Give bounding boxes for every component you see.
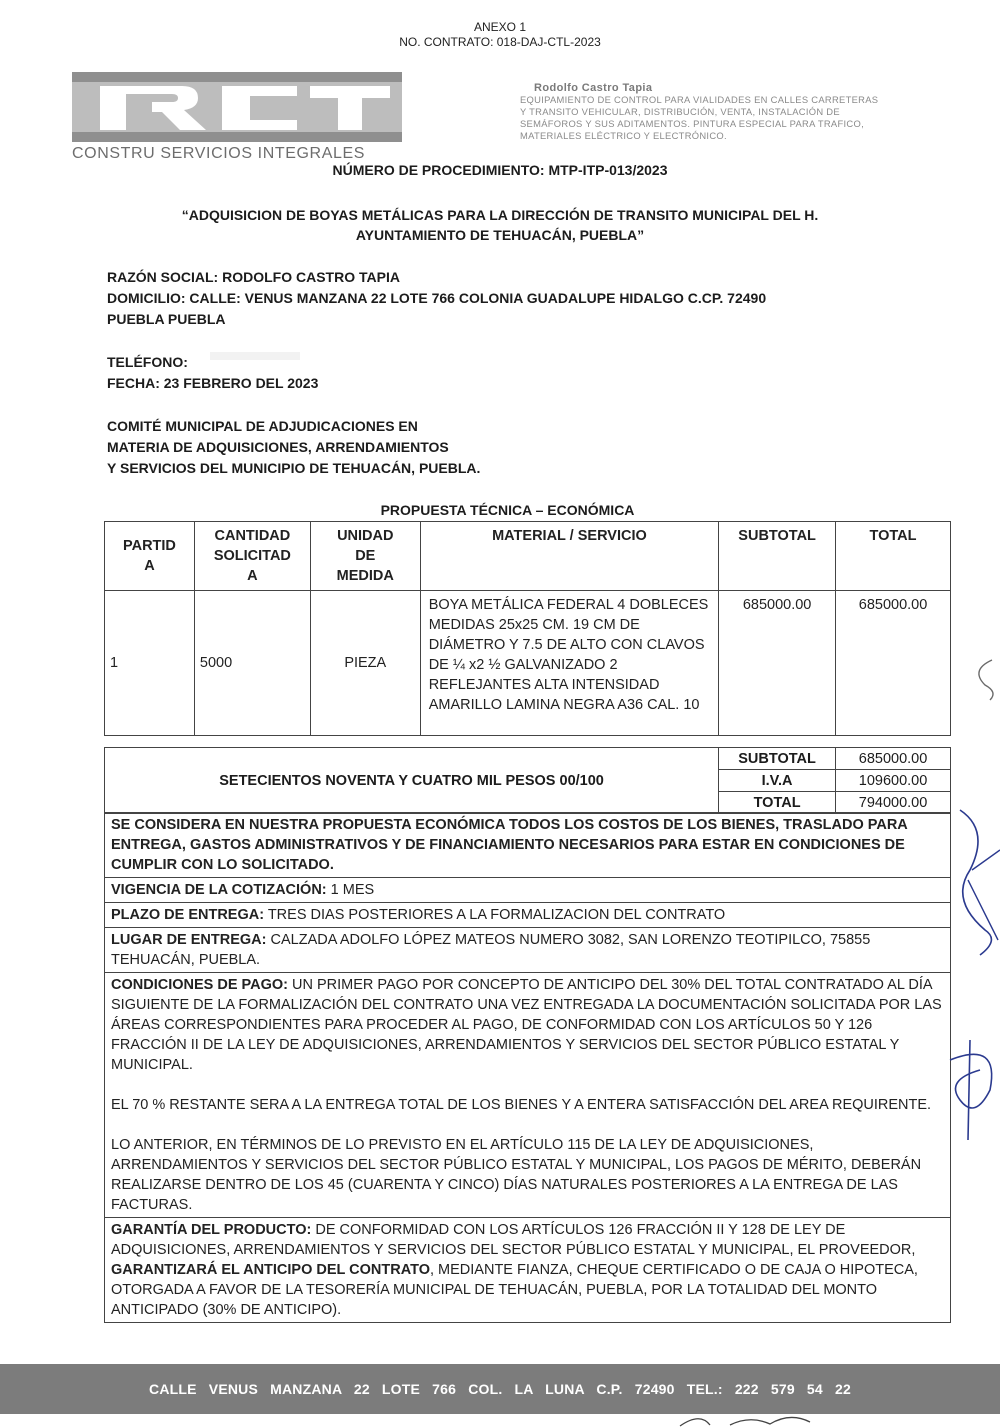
- header-unidad: [310, 522, 420, 591]
- garantia-text-c: , MEDIANTE FIANZA, CHEQUE CERTIFICADO O DE CAJA O HIPOTECA, OTORGADA A FAVOR DE LA TESORERÍA MUNICIPAL DE TEHUACÁN, PUEBLA, POR LA TOTALIDAD DEL MONTO ANTICIPADO (30% DE ANTICIPO).: [111, 1262, 918, 1318]
- signature-scribble: [930, 640, 1000, 1160]
- annex-header: [0, 20, 1000, 50]
- cell-material: BOYA METÁLICA FEDERAL 4 DOBLECES MEDIDAS 25x25 CM. 19 CM DE DIÁMETRO Y 7.5 DE ALTO CON CLAVOS DE ¼ x2 ½ GALVANIZADO 2 REFLEJANTES ALTA INTENSIDAD AMARILLO LAMINA NEGRA A36 CAL. 10: [420, 591, 718, 736]
- domicilio-line-1: DOMICILIO: CALLE: VENUS MANZANA 22 LOTE 766 COLONIA GUADALUPE HIDALGO C.CP. 72490: [107, 290, 767, 306]
- company-name: Rodolfo Castro Tapia: [534, 82, 653, 94]
- header-cantidad-2: SOLICITAD: [213, 548, 291, 564]
- terms-plazo: [105, 903, 951, 928]
- condiciones-p2: EL 70 % RESTANTE SERA A LA ENTREGA TOTAL DE LOS BIENES Y A ENTERA SATISFACCIÓN DEL AREA REQUIRENTE.: [111, 1097, 932, 1113]
- header-total: TOTAL: [836, 522, 951, 591]
- cell-partida: 1: [105, 591, 195, 736]
- summary-value-iva: 109600.00: [836, 770, 951, 792]
- committee-line-3: Y SERVICIOS DEL MUNICIPIO DE TEHUACÁN, PUEBLA.: [107, 460, 481, 476]
- cell-subtotal: 685000.00: [719, 591, 836, 736]
- condiciones-text-1: UN PRIMER PAGO POR CONCEPTO DE ANTICIPO DEL 30% DEL TOTAL CONTRATADO AL DÍA SIGUIENTE DE LA FORMALIZACIÓN DEL CONTRATO UNA VEZ ENTREGADA LA DOCUMENTACIÓN SOLICITADA POR LAS ÁREAS CORRESPONDIENTES PARA PROCEDER AL PAGO, DE CONFORMIDAD CON LOS ARTÍCULOS 50 Y 126 FRACCIÓN II DE LA LEY DE ADQUISICIONES, ARRENDAMIENTOS Y SERVICIOS DEL SECTOR PÚBLICO ESTATAL Y MUNICIPAL.: [111, 977, 942, 1073]
- terms-lugar: [105, 928, 951, 973]
- table-row: [105, 591, 951, 736]
- title-line-1: “ADQUISICION DE BOYAS METÁLICAS PARA LA DIRECCIÓN DE TRANSITO MUNICIPAL DEL H.: [181, 207, 819, 223]
- header-partida-2: A: [144, 558, 155, 574]
- telefono: TELÉFONO:: [107, 354, 188, 370]
- company-desc-1: EQUIPAMIENTO DE CONTROL PARA VIALIDADES EN CALLES CARRETERAS: [520, 94, 879, 105]
- document-title: [100, 205, 900, 245]
- bottom-signature-mark: [660, 1410, 840, 1427]
- garantia-text-a: DE CONFORMIDAD CON LOS ARTÍCULOS 126 FRACCIÓN II Y 128 DE LEY DE ADQUISICIONES, ARRENDAMIENTOS Y SERVICIOS DEL SECTOR PÚBLICO ESTATAL Y MUNICIPAL, EL PROVEEDOR,: [111, 1222, 916, 1258]
- razon-social: RAZÓN SOCIAL: RODOLFO CASTRO TAPIA: [107, 269, 400, 285]
- title-line-2: AYUNTAMIENTO DE TEHUACÁN, PUEBLA”: [355, 227, 645, 243]
- logo-subtitle: CONSTRU SERVICIOS INTEGRALES: [72, 145, 366, 162]
- terms-row-vigencia: [105, 878, 951, 903]
- domicilio-line-2: PUEBLA PUEBLA: [107, 311, 226, 327]
- rct-logo: [72, 72, 402, 142]
- summary-value-subtotal: 685000.00: [836, 748, 951, 770]
- summary-value-total: 794000.00: [836, 792, 951, 814]
- supplier-block: [107, 267, 766, 330]
- header-partida: [105, 522, 195, 591]
- terms-row-condiciones: [105, 973, 951, 1218]
- plazo-value: TRES DIAS POSTERIORES A LA FORMALIZACION DEL CONTRATO: [264, 907, 726, 923]
- summary-label-subtotal: SUBTOTAL: [719, 748, 836, 770]
- header-unidad-1: UNIDAD: [337, 528, 394, 544]
- summary-label-total: TOTAL: [719, 792, 836, 814]
- vigencia-value: 1 MES: [326, 882, 375, 898]
- terms-row-lugar: [105, 928, 951, 973]
- committee-line-2: MATERIA DE ADQUISICIONES, ARRENDAMIENTOS: [107, 439, 449, 455]
- header-cantidad-3: A: [247, 568, 258, 584]
- amount-in-words: SETECIENTOS NOVENTA Y CUATRO MIL PESOS 00/100: [105, 748, 719, 814]
- cell-cantidad: 5000: [194, 591, 310, 736]
- cell-total: 685000.00: [836, 591, 951, 736]
- contract-number: NO. CONTRATO: 018-DAJ-CTL-2023: [399, 35, 601, 49]
- committee-line-1: COMITÉ MUNICIPAL DE ADJUDICACIONES EN: [107, 418, 418, 434]
- plazo-label: PLAZO DE ENTREGA:: [111, 907, 265, 923]
- footer-address: CALLE VENUS MANZANA 22 LOTE 766 COL. LA LUNA C.P. 72490 TEL.: 222 579 54 22: [149, 1381, 851, 1397]
- lugar-value: CALZADA ADOLFO LÓPEZ MATEOS NUMERO 3082, SAN LORENZO TEOTIPILCO, 75855 TEHUACÁN, PUEBLA.: [111, 932, 871, 968]
- header-unidad-3: MEDIDA: [336, 568, 394, 584]
- terms-condiciones: [105, 973, 951, 1218]
- table-header-row: [105, 522, 951, 591]
- lugar-label: LUGAR DE ENTREGA:: [111, 932, 267, 948]
- redacted-phone: [210, 352, 300, 360]
- terms-row-plazo: [105, 903, 951, 928]
- company-desc-4: MATERIALES ELÉCTRICO Y ELECTRÓNICO.: [520, 130, 727, 141]
- terms-table: [104, 812, 951, 1323]
- summary-table: [104, 747, 951, 814]
- condiciones-p3: LO ANTERIOR, EN TÉRMINOS DE LO PREVISTO EN EL ARTÍCULO 115 DE LA LEY DE ADQUISICIONES, ARRENDAMIENTOS Y SERVICIOS DEL SECTOR PÚBLICO ESTATAL Y MUNICIPAL, LOS PAGOS DE MÉRITO, DEBERÁN REALIZARSE DENTRO DE LOS 45 (CUARENTA Y CINCO) DÍAS NATURALES POSTERIORES A LA ENTREGA DE LAS FACTURAS.: [111, 1137, 922, 1213]
- terms-row-considera: [105, 813, 951, 878]
- garantia-label: GARANTÍA DEL PRODUCTO:: [111, 1222, 312, 1238]
- footer-bar: [0, 1364, 1000, 1414]
- condiciones-label: CONDICIONES DE PAGO:: [111, 977, 288, 993]
- header-cantidad-1: CANTIDAD: [214, 528, 291, 544]
- terms-garantia: [105, 1218, 951, 1323]
- summary-label-iva: I.V.A: [719, 770, 836, 792]
- garantia-text-b: GARANTIZARÁ EL ANTICIPO DEL CONTRATO: [111, 1262, 430, 1278]
- header-unidad-2: DE: [355, 548, 376, 564]
- header-partida-1: PARTID: [123, 538, 176, 554]
- vigencia-label: VIGENCIA DE LA COTIZACIÓN:: [111, 882, 327, 898]
- summary-row-subtotal: [105, 748, 951, 770]
- company-desc-3: SEMÁFOROS Y SUS ADITAMENTOS. PINTURA ESPECIAL PARA TRAFICO,: [520, 118, 864, 129]
- terms-considera: SE CONSIDERA EN NUESTRA PROPUESTA ECONÓMICA TODOS LOS COSTOS DE LOS BIENES, TRASLADO PARA ENTREGA, GASTOS ADMINISTRATIVOS Y DE FINANCIAMIENTO NECESARIOS PARA ESTAR EN CONDICIONES DE CUMPLIR CON LO SOLICITADO.: [105, 813, 951, 878]
- procedure-number: NÚMERO DE PROCEDIMIENTO: MTP-ITP-013/2023: [332, 162, 668, 178]
- proposal-table: [104, 521, 951, 736]
- cell-unidad: PIEZA: [310, 591, 420, 736]
- terms-vigencia: [105, 878, 951, 903]
- annex-label: ANEXO 1: [473, 20, 527, 34]
- committee-block: [107, 416, 480, 479]
- company-desc-2: Y TRANSITO VEHICULAR, DISTRIBUCIÓN, VENTA, INSTALACIÓN DE: [520, 106, 840, 117]
- fecha: FECHA: 23 FEBRERO DEL 2023: [107, 375, 319, 391]
- header-cantidad: [194, 522, 310, 591]
- company-block: [520, 82, 1000, 142]
- header-subtotal: SUBTOTAL: [719, 522, 836, 591]
- header-material: MATERIAL / SERVICIO: [420, 522, 718, 591]
- condiciones-p1: [111, 975, 944, 1075]
- terms-row-garantia: [105, 1218, 951, 1323]
- table-title: PROPUESTA TÉCNICA – ECONÓMICA: [380, 502, 635, 518]
